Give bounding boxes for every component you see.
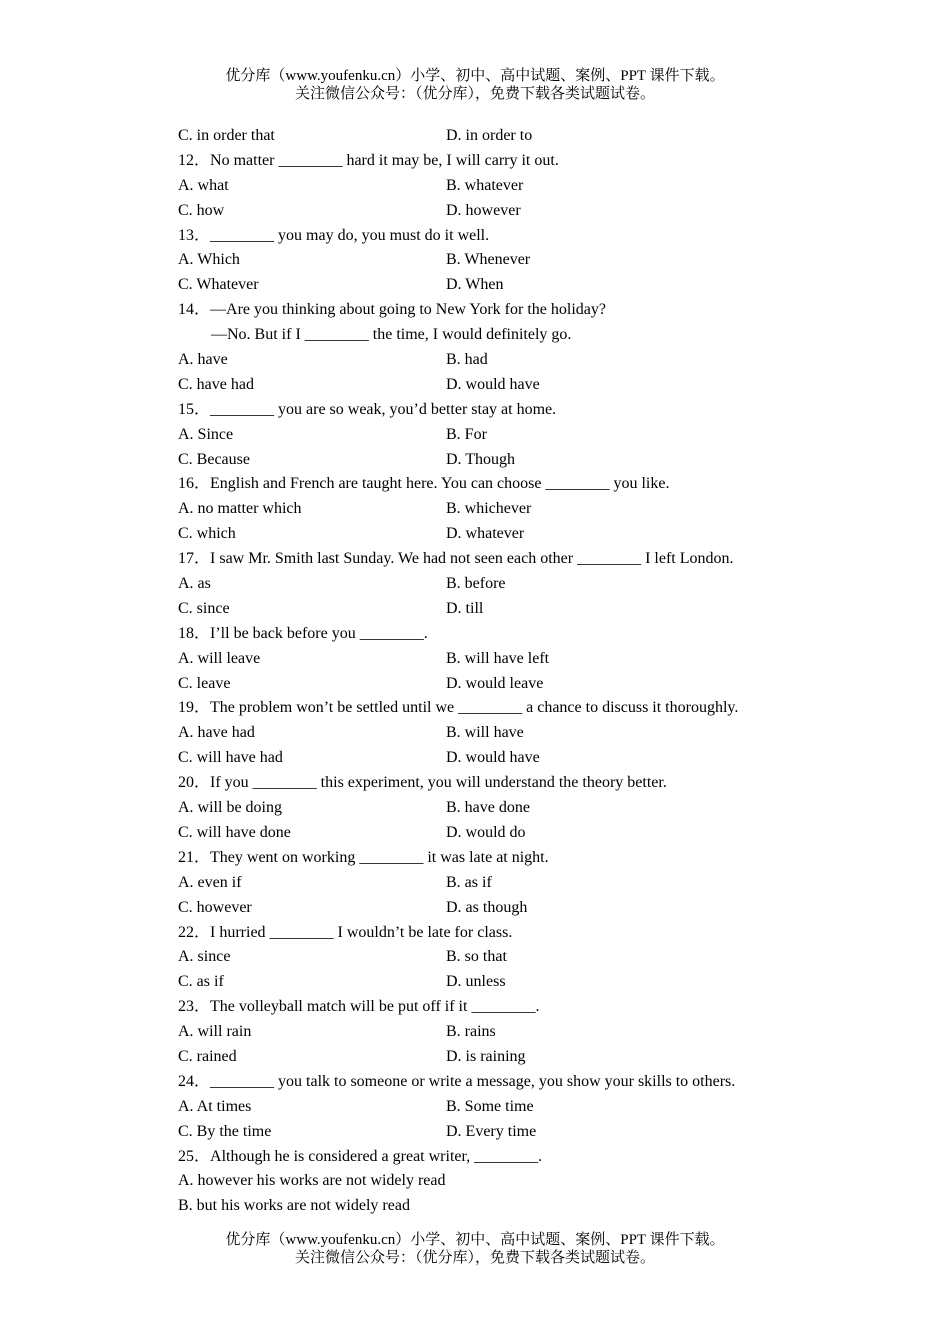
option-right: D. would have xyxy=(446,749,540,767)
option-right: D. till xyxy=(446,599,484,617)
option-left: C. Because xyxy=(178,450,250,468)
option-right: B. Some time xyxy=(446,1097,534,1115)
question-text: The problem won’t be settled until we ________ a chance to discuss it thoroughly. xyxy=(210,699,739,717)
option-row xyxy=(178,522,878,547)
option-row xyxy=(178,348,878,373)
option-left: A. since xyxy=(178,948,231,966)
option-left: C. since xyxy=(178,599,230,617)
question-text: English and French are taught here. You can choose ________ you like. xyxy=(210,475,670,493)
option-left: C. will have had xyxy=(178,749,283,767)
option-left: A. will leave xyxy=(178,649,261,667)
option-right: D. however xyxy=(446,201,521,219)
question-text: ________ you are so weak, you’d better stay at home. xyxy=(210,400,557,418)
question-list xyxy=(178,124,878,1219)
page-footer xyxy=(0,1231,950,1267)
option-left: C. will have done xyxy=(178,823,291,841)
option-left: C. By the time xyxy=(178,1122,272,1140)
option-right: B. Whenever xyxy=(446,251,531,269)
header-line-1: 优分库（www.youfenku.cn）小学、初中、高中试题、案例、PPT 课件下载。 xyxy=(225,68,725,84)
option-left: A. what xyxy=(178,176,229,194)
option-row xyxy=(178,199,878,224)
option-left: C. rained xyxy=(178,1047,237,1065)
option-right: D. would leave xyxy=(446,674,544,692)
option-right: D. would have xyxy=(446,375,540,393)
question-number: 12． xyxy=(178,151,211,169)
option-row xyxy=(178,597,878,622)
option-row xyxy=(178,497,878,522)
option-row xyxy=(178,647,878,672)
option-row xyxy=(178,821,878,846)
option-row xyxy=(178,721,878,746)
option-row xyxy=(178,970,878,995)
question-stem xyxy=(178,696,878,721)
question-number: 17． xyxy=(178,550,211,568)
question-stem xyxy=(178,398,878,423)
option-right: D. is raining xyxy=(446,1047,526,1065)
option-left: A. have had xyxy=(178,724,255,742)
option-right: D. Every time xyxy=(446,1122,537,1140)
option-right: D. unless xyxy=(446,973,506,991)
option-single: A. however his works are not widely read xyxy=(178,1172,446,1190)
question-text: The volleyball match will be put off if it ________. xyxy=(210,998,540,1016)
question-text: ________ you may do, you must do it well. xyxy=(210,226,490,244)
option-left: C. how xyxy=(178,201,225,219)
option-right: B. so that xyxy=(446,948,507,966)
question-stem xyxy=(178,298,878,323)
option-left: A. At times xyxy=(178,1097,252,1115)
question-number: 18． xyxy=(178,624,211,642)
question-text: —Are you thinking about going to New York for the holiday? xyxy=(210,301,606,319)
question-stem xyxy=(178,921,878,946)
option-row xyxy=(178,273,878,298)
option-right: B. have done xyxy=(446,799,530,817)
option-row xyxy=(178,672,878,697)
option-right: B. had xyxy=(446,351,488,369)
option-right: D. When xyxy=(446,276,504,294)
option-row xyxy=(178,945,878,970)
option-right: B. For xyxy=(446,425,487,443)
option-row xyxy=(178,871,878,896)
option-left: A. will be doing xyxy=(178,799,282,817)
question-stem xyxy=(178,149,878,174)
option-left: A. Since xyxy=(178,425,234,443)
option-row xyxy=(178,746,878,771)
option-row xyxy=(178,124,878,149)
option-right: D. in order to xyxy=(446,127,533,144)
question-number: 15． xyxy=(178,400,211,418)
option-row xyxy=(178,423,878,448)
option-left: A. no matter which xyxy=(178,500,302,518)
footer-line-2: 关注微信公众号：（优分库），免费下载各类试题试卷。 xyxy=(294,1250,655,1266)
question-text: I saw Mr. Smith last Sunday. We had not seen each other ________ I left London. xyxy=(210,550,734,568)
option-right: B. before xyxy=(446,575,506,593)
option-single: B. but his works are not widely read xyxy=(178,1197,410,1215)
option-right: D. would do xyxy=(446,823,526,841)
question-stem xyxy=(178,547,878,572)
option-row xyxy=(178,796,878,821)
option-row xyxy=(178,248,878,273)
option-row xyxy=(178,896,878,921)
question-number: 22． xyxy=(178,923,211,941)
page-header xyxy=(0,67,950,103)
question-number: 13． xyxy=(178,226,211,244)
question-text: I hurried ________ I wouldn’t be late for class. xyxy=(210,923,513,941)
option-row xyxy=(178,1120,878,1145)
option-row xyxy=(178,373,878,398)
option-row xyxy=(178,572,878,597)
question-text: Although he is considered a great writer, ________. xyxy=(210,1147,543,1165)
option-right: B. will have xyxy=(446,724,524,742)
option-right: B. will have left xyxy=(446,649,550,667)
option-left: A. as xyxy=(178,575,211,593)
question-number: 16． xyxy=(178,475,211,493)
question-stem xyxy=(178,472,878,497)
question-stem xyxy=(178,1070,878,1095)
option-right: B. whatever xyxy=(446,176,524,194)
option-row xyxy=(178,448,878,473)
question-text: No matter ________ hard it may be, I will carry it out. xyxy=(210,151,559,169)
option-right: B. rains xyxy=(446,1023,496,1041)
option-row xyxy=(178,174,878,199)
option-row xyxy=(178,1045,878,1070)
question-stem xyxy=(178,622,878,647)
question-text: I’ll be back before you ________. xyxy=(210,624,428,642)
option-left: C. however xyxy=(178,898,252,916)
question-number: 19． xyxy=(178,699,211,717)
option-row xyxy=(178,1095,878,1120)
question-stem xyxy=(178,1145,878,1170)
dialogue-line: —No. But if I ________ the time, I would definitely go. xyxy=(211,326,572,344)
question-stem xyxy=(178,224,878,249)
option-left: C. have had xyxy=(178,375,254,393)
option-left: A. have xyxy=(178,351,228,369)
option-left: C. in order that xyxy=(178,127,275,144)
footer-line-1: 优分库（www.youfenku.cn）小学、初中、高中试题、案例、PPT 课件下载。 xyxy=(225,1232,725,1248)
option-left: C. which xyxy=(178,525,236,543)
question-number: 25． xyxy=(178,1147,211,1165)
option-row xyxy=(178,1020,878,1045)
option-right: D. Though xyxy=(446,450,516,468)
question-text: They went on working ________ it was late at night. xyxy=(210,848,549,866)
question-number: 23． xyxy=(178,998,211,1016)
option-left: C. as if xyxy=(178,973,224,991)
question-number: 14． xyxy=(178,301,211,319)
option-right: D. whatever xyxy=(446,525,525,543)
option-left: C. leave xyxy=(178,674,231,692)
header-line-2: 关注微信公众号：（优分库），免费下载各类试题试卷。 xyxy=(294,86,655,102)
question-text: ________ you talk to someone or write a message, you show your skills to others. xyxy=(210,1072,736,1090)
option-left: C. Whatever xyxy=(178,276,259,294)
option-left: A. Which xyxy=(178,251,240,269)
question-number: 21． xyxy=(178,848,211,866)
option-right: B. whichever xyxy=(446,500,532,518)
question-stem xyxy=(178,995,878,1020)
option-left: A. even if xyxy=(178,873,242,891)
question-number: 20． xyxy=(178,774,211,792)
question-stem xyxy=(178,771,878,796)
option-right: B. as if xyxy=(446,873,492,891)
option-right: D. as though xyxy=(446,898,528,916)
question-stem xyxy=(178,846,878,871)
option-left: A. will rain xyxy=(178,1023,252,1041)
question-text: If you ________ this experiment, you will understand the theory better. xyxy=(210,774,667,792)
question-number: 24． xyxy=(178,1072,211,1090)
